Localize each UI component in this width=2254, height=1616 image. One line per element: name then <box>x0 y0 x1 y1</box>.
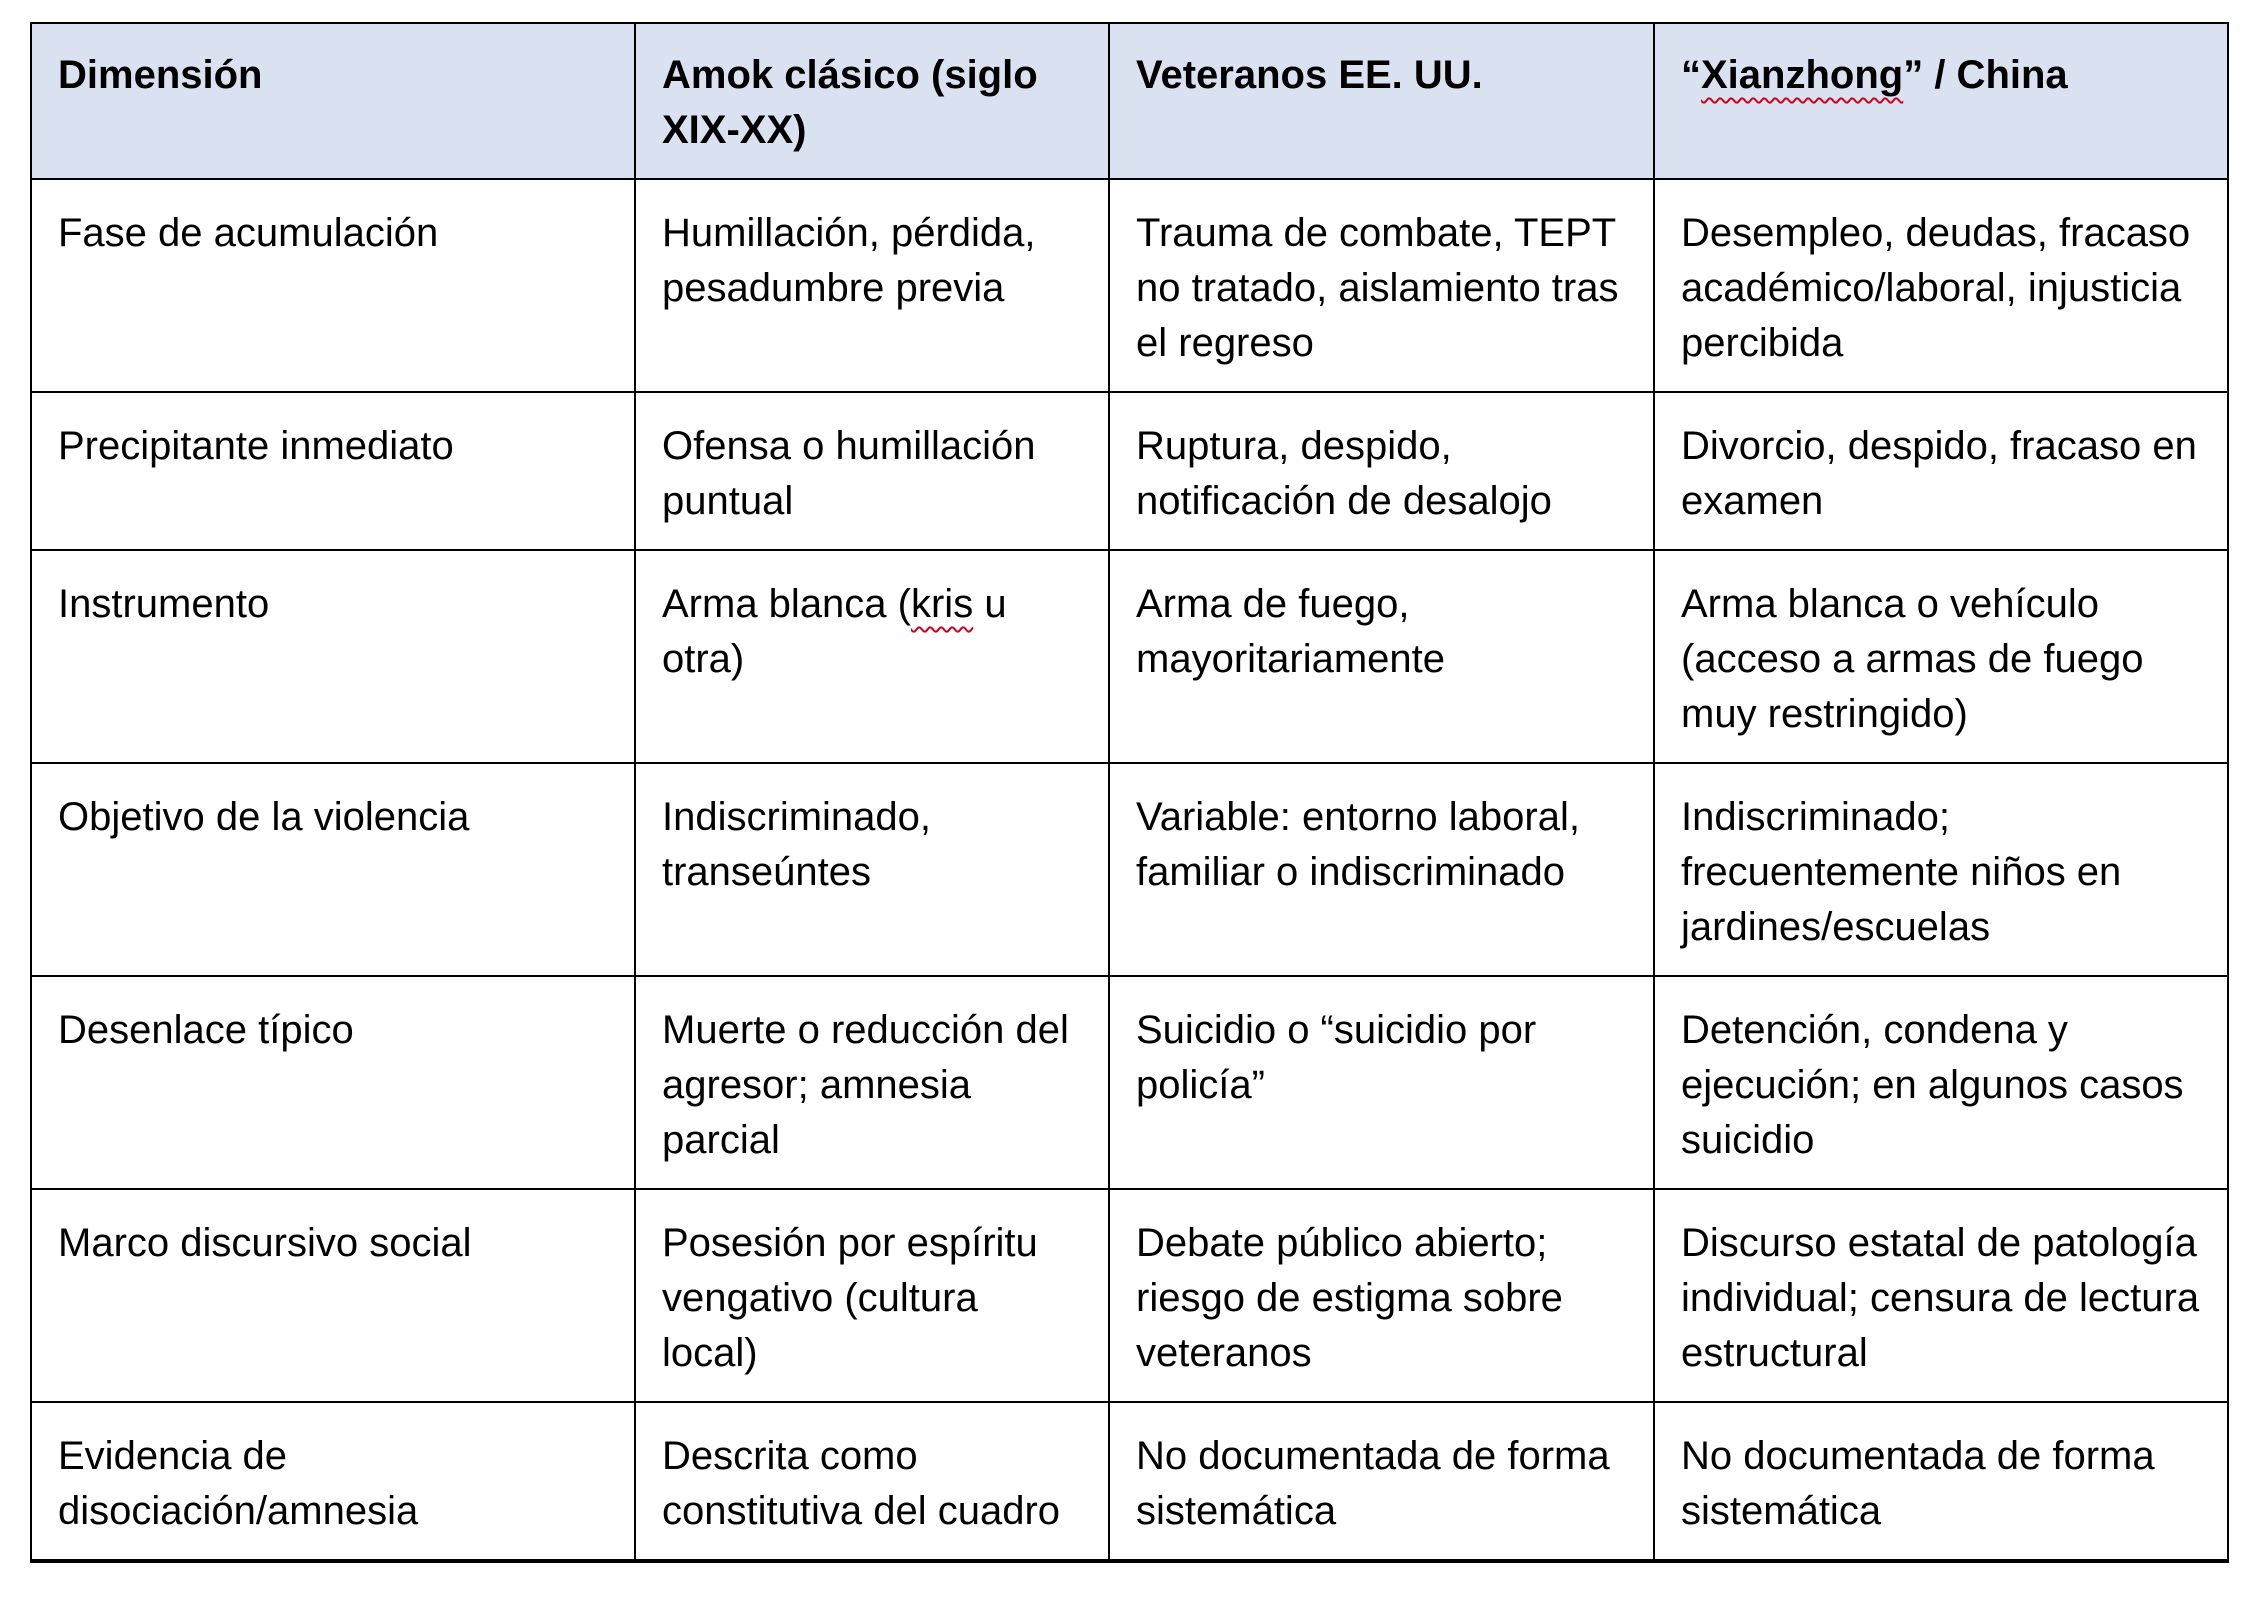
header-china <box>1654 23 2228 179</box>
cell-china: Divorcio, despido, fracaso en examen <box>1654 392 2228 550</box>
table-row <box>31 550 2228 763</box>
cell-dimension: Marco discursivo social <box>31 1189 635 1402</box>
cell-china: Desempleo, deudas, fracaso académico/laboral, injusticia percibida <box>1654 179 2228 392</box>
cell-amok-kris-word: kris <box>910 582 974 626</box>
header-dimension: Dimensión <box>31 23 635 179</box>
cell-amok-after: u otra) <box>662 582 1007 681</box>
cell-dimension: Instrumento <box>31 550 635 763</box>
table-row <box>31 763 2228 976</box>
cell-veteranos: Suicidio o “suicidio por policía” <box>1109 976 1654 1189</box>
cell-china: Arma blanca o vehículo (acceso a armas de fuego muy restringido) <box>1654 550 2228 763</box>
cell-china: Indiscriminado; frecuentemente niños en jardines/escuelas <box>1654 763 2228 976</box>
header-china-open-quote: “ <box>1681 53 1701 97</box>
cell-amok: Indiscriminado, transeúntes <box>635 763 1109 976</box>
table-row <box>31 1402 2228 1561</box>
table-row <box>31 1189 2228 1402</box>
cell-china: No documentada de forma sistemática <box>1654 1402 2228 1561</box>
table-row <box>31 392 2228 550</box>
cell-veteranos: Debate público abierto; riesgo de estigma sobre veteranos <box>1109 1189 1654 1402</box>
cell-dimension: Precipitante inmediato <box>31 392 635 550</box>
cell-dimension: Objetivo de la violencia <box>31 763 635 976</box>
cell-veteranos: Arma de fuego, mayoritariamente <box>1109 550 1654 763</box>
table-header-row <box>31 23 2228 179</box>
cell-amok-before: Arma blanca ( <box>662 582 911 626</box>
header-china-rest: ” / China <box>1903 53 2068 97</box>
cell-china: Detención, condena y ejecución; en algunos casos suicidio <box>1654 976 2228 1189</box>
comparison-table-container <box>30 22 2227 1563</box>
cell-veteranos: Ruptura, despido, notificación de desalojo <box>1109 392 1654 550</box>
table-row <box>31 179 2228 392</box>
cell-amok: Humillación, pérdida, pesadumbre previa <box>635 179 1109 392</box>
cell-amok: Posesión por espíritu vengativo (cultura local) <box>635 1189 1109 1402</box>
cell-veteranos: No documentada de forma sistemática <box>1109 1402 1654 1561</box>
cell-amok: Ofensa o humillación puntual <box>635 392 1109 550</box>
cell-china: Discurso estatal de patología individual; censura de lectura estructural <box>1654 1189 2228 1402</box>
header-china-xianzhong-word: Xianzhong <box>1701 53 1904 97</box>
cell-amok: Muerte o reducción del agresor; amnesia parcial <box>635 976 1109 1189</box>
cell-dimension: Evidencia de disociación/amnesia <box>31 1402 635 1561</box>
cell-veteranos: Trauma de combate, TEPT no tratado, aislamiento tras el regreso <box>1109 179 1654 392</box>
comparison-table <box>30 22 2229 1563</box>
header-veteranos: Veteranos EE. UU. <box>1109 23 1654 179</box>
header-amok: Amok clásico (siglo XIX-XX) <box>635 23 1109 179</box>
cell-veteranos: Variable: entorno laboral, familiar o indiscriminado <box>1109 763 1654 976</box>
cell-dimension: Fase de acumulación <box>31 179 635 392</box>
cell-dimension: Desenlace típico <box>31 976 635 1189</box>
cell-amok <box>635 550 1109 763</box>
cell-amok: Descrita como constitutiva del cuadro <box>635 1402 1109 1561</box>
table-row <box>31 976 2228 1189</box>
